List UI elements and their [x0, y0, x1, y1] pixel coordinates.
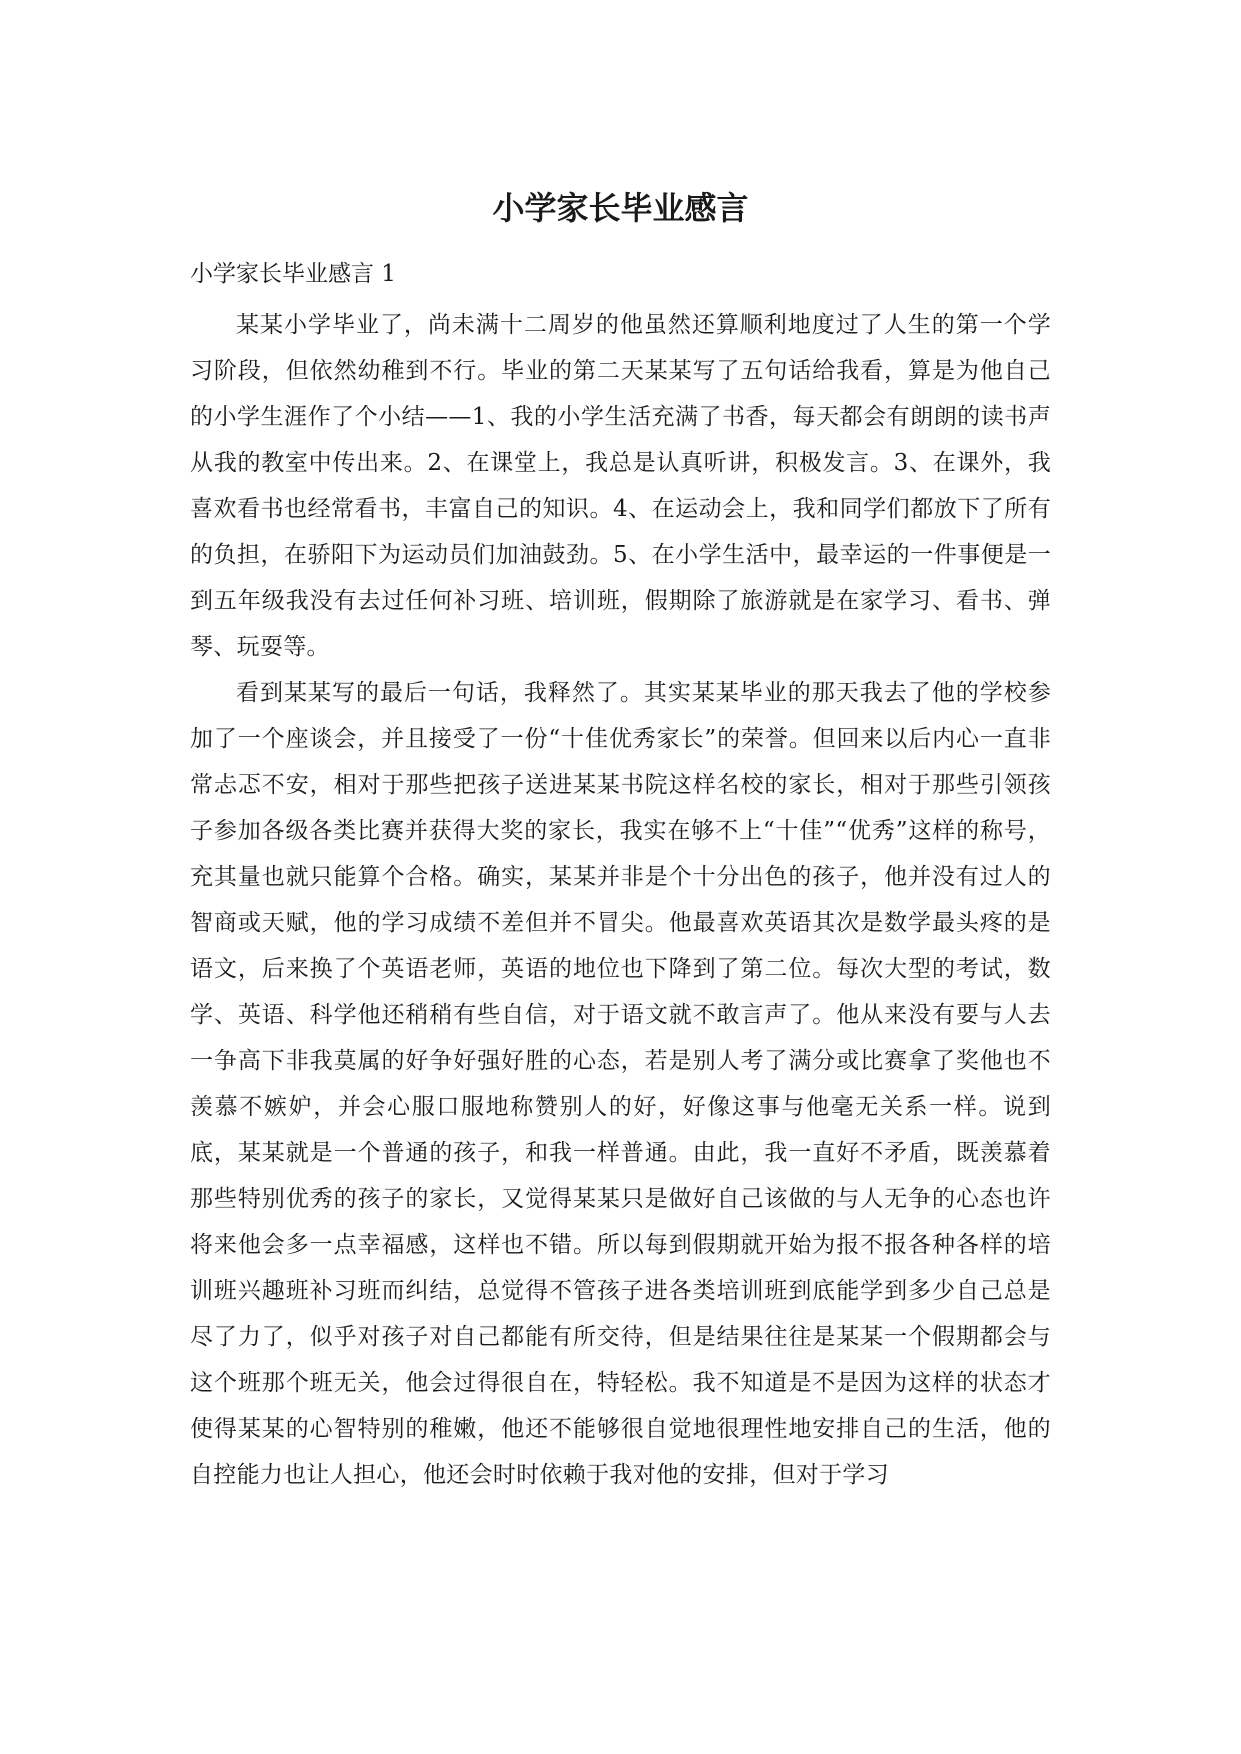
section-heading: 小学家长毕业感言 1 [190, 261, 396, 287]
body-text [190, 302, 1051, 1498]
paragraph-1: 某某小学毕业了，尚未满十二周岁的他虽然还算顺利地度过了人生的第一个学习阶段，但依然幼稚到不行。毕业的第二天某某写了五句话给我看，算是为他自己的小学生涯作了个小结——1、我的小学生活充满了书香，每天都会有朗朗的读书声从我的教室中传出来。2、在课堂上，我总是认真听讲，积极发言。3、在课外，我喜欢看书也经常看书，丰富自己的知识。4、在运动会上，我和同学们都放下了所有的负担，在骄阳下为运动员们加油鼓劲。5、在小学生活中，最幸运的一件事便是一到五年级我没有去过任何补习班、培训班，假期除了旅游就是在家学习、看书、弹琴、玩耍等。 [190, 312, 1051, 660]
page-title: 小学家长毕业感言 [492, 189, 749, 227]
paragraph-2: 看到某某写的最后一句话，我释然了。其实某某毕业的那天我去了他的学校参加了一个座谈会，并且接受了一份“十佳优秀家长”的荣誉。但回来以后内心一直非常忐忑不安，相对于那些把孩子送进某某书院这样名校的家长，相对于那些引领孩子参加各级各类比赛并获得大奖的家长，我实在够不上“十佳”“优秀”这样的称号，充其量也就只能算个合格。确实，某某并非是个十分出色的孩子，他并没有过人的智商或天赋，他的学习成绩不差但并不冒尖。他最喜欢英语其次是数学最头疼的是语文，后来换了个英语老师，英语的地位也下降到了第二位。每次大型的考试，数学、英语、科学他还稍稍有些自信，对于语文就不敢言声了。他从来没有要与人去一争高下非我莫属的好争好强好胜的心态，若是别人考了满分或比赛拿了奖他也不羡慕不嫉妒，并会心服口服地称赞别人的好，好像这事与他毫无关系一样。说到底，某某就是一个普通的孩子，和我一样普通。由此，我一直好不矛盾，既羡慕着那些特别优秀的孩子的家长，又觉得某某只是做好自己该做的与人无争的心态也许将来他会多一点幸福感，这样也不错。所以每到假期就开始为报不报各种各样的培训班兴趣班补习班而纠结，总觉得不管孩子进各类培训班到底能学到多少自己总是尽了力了，似乎对孩子对自己都能有所交待，但是结果往往是某某一个假期都会与这个班那个班无关，他会过得很自在，特轻松。我不知道是不是因为这样的状态才使得某某的心智特别的稚嫩，他还不能够很自觉地很理性地安排自己的生活，他的自控能力也让人担心，他还会时时依赖于我对他的安排，但对于学习 [190, 680, 1051, 1488]
